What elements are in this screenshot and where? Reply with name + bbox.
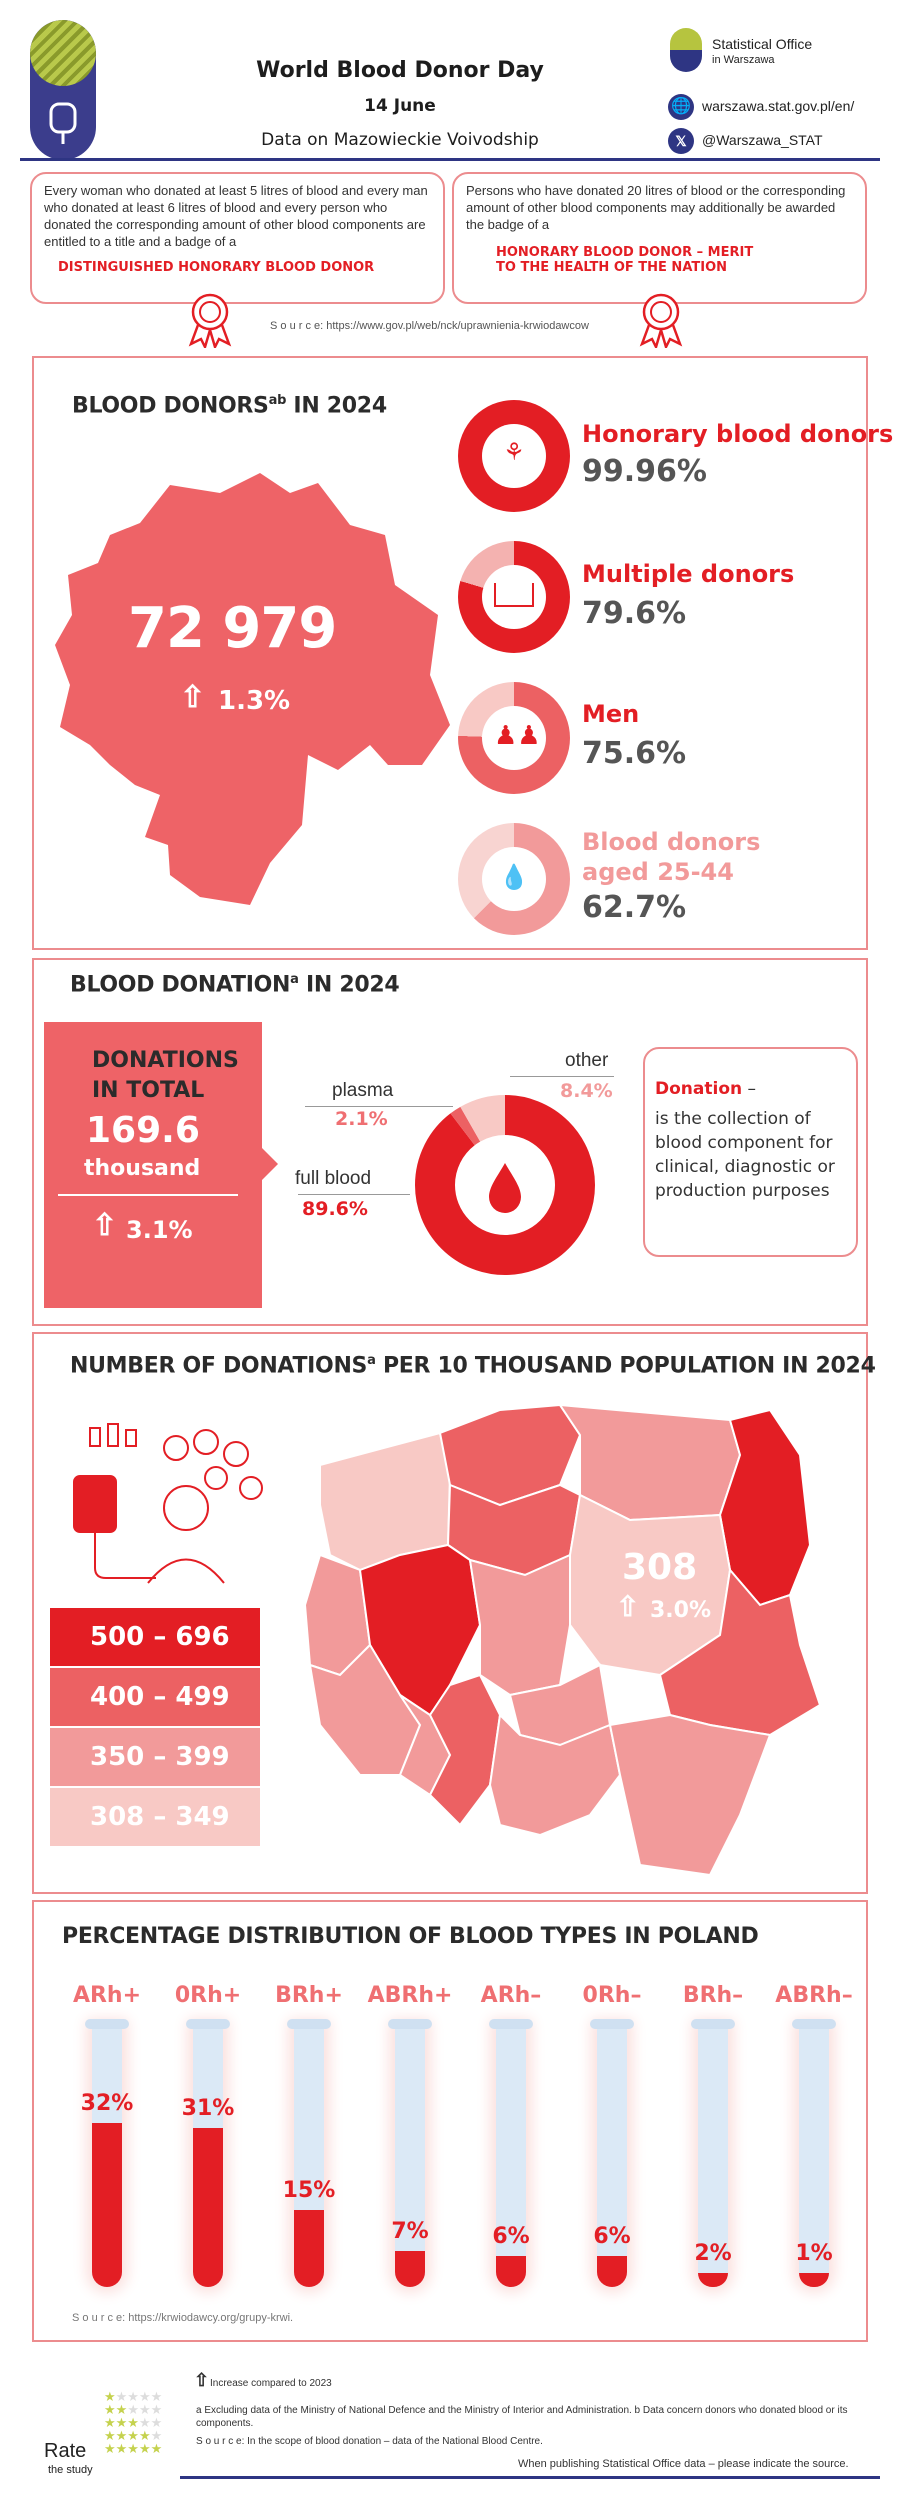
donation-donut-chart: [405, 1085, 605, 1285]
office-logo: [666, 28, 710, 72]
page-title: World Blood Donor Day: [256, 58, 544, 83]
per10k-title: NUMBER OF DONATIONS$^a$ PER 10 THOUSAND POPULATION IN 2024: [70, 1353, 876, 1379]
rate-label[interactable]: Rate: [44, 2440, 87, 2462]
blood-type-percent: 31%: [181, 2096, 235, 2122]
test-tube-rim: [691, 2019, 735, 2029]
donut-stat: [458, 400, 570, 512]
blood-type-percent: 6%: [593, 2224, 631, 2250]
test-tube-rim: [590, 2019, 634, 2029]
medal-icon: [185, 292, 235, 348]
stat-value: 79.6%: [582, 596, 687, 631]
region-lodzkie: [470, 1555, 570, 1695]
blood-type-label: ABRh–: [775, 1983, 853, 2008]
blood-level-bar: [294, 2210, 324, 2287]
badge-card-merit: [452, 172, 867, 304]
blood-type-label: ARh–: [480, 1983, 542, 2008]
stat-label: Honorary blood donors: [582, 420, 894, 448]
header-divider: [20, 158, 880, 161]
x-icon: 𝕏: [668, 128, 694, 154]
badge-text-merit: Persons who have donated 20 litres of blood or the corresponding amount of other blood components may additionally be awarded the badge of a: [466, 183, 846, 232]
other-leader: [510, 1076, 614, 1077]
box-pointer: [262, 1148, 278, 1180]
blood-level-bar: [496, 2256, 526, 2287]
test-tube-rim: [186, 2019, 230, 2029]
social-handle[interactable]: @Warszawa_STAT: [702, 132, 823, 148]
donations-total-unit: thousand: [84, 1156, 201, 1181]
donation-definition-box: [643, 1047, 858, 1257]
star-row-icon: ★★★★★: [104, 2389, 163, 2404]
hand-drop-icon: 💧: [499, 864, 529, 891]
blood-type-percent: 32%: [80, 2091, 134, 2116]
donation-title: BLOOD DONATION$^a$ IN 2024: [70, 972, 400, 998]
stat-label: Multiple donors: [582, 560, 795, 588]
plasma-value: 2.1%: [335, 1108, 388, 1130]
donations-total-value: 169.6: [86, 1110, 200, 1151]
bloodtypes-title: PERCENTAGE DISTRIBUTION OF BLOOD TYPES IN POLAND: [62, 1924, 759, 1949]
blood-level-bar: [597, 2256, 627, 2287]
blood-level-bar: [193, 2128, 223, 2287]
test-tube-rim: [388, 2019, 432, 2029]
legend-item: 350 – 399: [50, 1728, 260, 1786]
blood-type-label: ABRh+: [367, 1983, 453, 2008]
plasma-leader: [305, 1106, 453, 1107]
increase-arrow-icon: ⇧: [616, 1591, 640, 1622]
rate-stars[interactable]: [104, 2390, 184, 2455]
blood-type-label: 0Rh+: [174, 1983, 242, 2008]
blood-type-label: 0Rh–: [582, 1983, 642, 2008]
other-value: 8.4%: [560, 1080, 613, 1102]
honorary-donor-icon: ⚘: [503, 439, 525, 466]
donors-group-illustration: [66, 1418, 276, 1593]
box-divider: [58, 1194, 238, 1196]
poland-voivodships-map: [300, 1395, 820, 1885]
office-name: Statistical Office: [712, 36, 813, 52]
website-link[interactable]: warszawa.stat.gov.pl/en/: [702, 98, 855, 114]
definition-text: Donation – is the collection of blood component for clinical, diagnostic or production purposes: [655, 1077, 846, 1203]
office-sub: in Warszawa: [712, 54, 775, 66]
donut-stat: [458, 823, 570, 935]
increase-arrow-icon: ⇧: [194, 2370, 210, 2390]
badge-title-merit-1: HONORARY BLOOD DONOR – MERIT: [496, 245, 754, 260]
bloodtypes-source: S o u r c e: https://krwiodawcy.org/grupy-krwi.: [72, 2312, 294, 2324]
increase-arrow-icon: ⇧: [92, 1209, 118, 1242]
stat-value: 99.96%: [582, 454, 707, 489]
donors-title: BLOOD $DONORS^{ab}$ IN 2024: [72, 393, 387, 419]
increase-note: Increase compared to 2023: [210, 2378, 332, 2389]
badge-title-merit-2: TO THE HEALTH OF THE NATION: [496, 260, 728, 275]
stat-label: Blood donors: [582, 828, 761, 856]
blood-type-percent: 2%: [694, 2241, 732, 2266]
footnote-a: a Excluding data of the Ministry of National Defence and the Ministry of Interior and Administration. b Data concern donors who donated blood or its components.: [196, 2405, 848, 2429]
star-row-icon: ★★★★★: [104, 2428, 163, 2443]
badge-card-distinguished: [30, 172, 445, 304]
donations-label-2: IN TOTAL: [92, 1078, 205, 1103]
blood-type-percent: 1%: [795, 2241, 833, 2266]
donations-label-1: DONATIONS: [92, 1048, 239, 1073]
other-label: other: [565, 1050, 609, 1071]
blood-type-percent: 6%: [492, 2224, 530, 2250]
test-tube: [395, 2025, 425, 2287]
mazowieckie-value: 308: [622, 1547, 698, 1588]
test-tubes-icon: [494, 583, 534, 607]
star-row-icon: ★★★★★: [104, 2402, 163, 2417]
blood-type-label: BRh+: [275, 1983, 343, 2008]
test-tube-rim: [85, 2019, 129, 2029]
star-row-icon: ★★★★★: [104, 2415, 163, 2430]
badges-source: S o u r c e: https://www.gov.pl/web/nck/uprawnienia-krwiodawcow: [270, 320, 589, 332]
badge-text-distinguished: Every woman who donated at least 5 litres of blood and every man who donated at least 6 litres of blood and every person who donated the corresponding amount of other blood components are entitled to a title and a badge of a: [44, 183, 428, 249]
stat-value: 62.7%: [582, 890, 687, 925]
donut-stat: [458, 541, 570, 653]
footer-source: S o u r c e: In the scope of blood donation – data of the National Blood Centre.: [196, 2436, 543, 2447]
plasma-label: plasma: [332, 1080, 394, 1101]
blood-level-bar: [395, 2251, 425, 2287]
full-blood-value: 89.6%: [302, 1198, 368, 1220]
blood-level-bar: [92, 2123, 122, 2287]
definition-term: Donation: [655, 1079, 743, 1099]
globe-icon: 🌐: [668, 94, 694, 120]
page-subtitle: Data on Mazowieckie Voivodship: [261, 130, 539, 150]
stat-value: 75.6%: [582, 736, 687, 771]
rate-sublabel[interactable]: the study: [48, 2464, 93, 2476]
definition-body: is the collection of blood component for clinical, diagnostic or production purposes: [655, 1109, 835, 1201]
legend-item: 308 – 349: [50, 1788, 260, 1846]
men-icon: ♟♟: [494, 720, 541, 750]
blood-type-percent: 7%: [391, 2219, 429, 2245]
full-blood-leader: [298, 1194, 410, 1195]
increase-arrow-icon: ⇧: [180, 681, 206, 714]
page-date: 14 June: [364, 96, 436, 116]
logo-badge: [30, 20, 96, 160]
bloodtypes-section: [32, 1900, 868, 2342]
medal-icon: [636, 292, 686, 348]
mazowieckie-change: 3.0%: [650, 1598, 712, 1623]
donut-stat: [458, 682, 570, 794]
publish-note: When publishing Statistical Office data – please indicate the source.: [518, 2458, 849, 2470]
legend-item: 500 – 696: [50, 1608, 260, 1666]
test-tube-rim: [792, 2019, 836, 2029]
blood-bag-icon: [43, 100, 83, 150]
footer-divider: [180, 2476, 880, 2479]
test-tube-rim: [489, 2019, 533, 2029]
blood-type-label: ARh+: [72, 1983, 142, 2008]
donors-change: 1.3%: [218, 686, 291, 716]
blood-drop-icon: [489, 1163, 521, 1213]
donors-total: 72 979: [128, 596, 337, 661]
blood-type-percent: 15%: [282, 2178, 336, 2204]
star-row-icon: ★★★★★: [104, 2441, 163, 2456]
test-tube-rim: [287, 2019, 331, 2029]
stat-label: Men: [582, 700, 640, 728]
legend-item: 400 – 499: [50, 1668, 260, 1726]
donations-change: 3.1%: [126, 1216, 193, 1244]
region-podkarpackie: [610, 1715, 770, 1875]
stat-label-line2: aged 25-44: [582, 858, 734, 886]
blood-type-label: BRh–: [682, 1983, 744, 2008]
badge-title-distinguished: DISTINGUISHED HONORARY BLOOD DONOR: [58, 260, 375, 275]
full-blood-label: full blood: [295, 1168, 372, 1189]
